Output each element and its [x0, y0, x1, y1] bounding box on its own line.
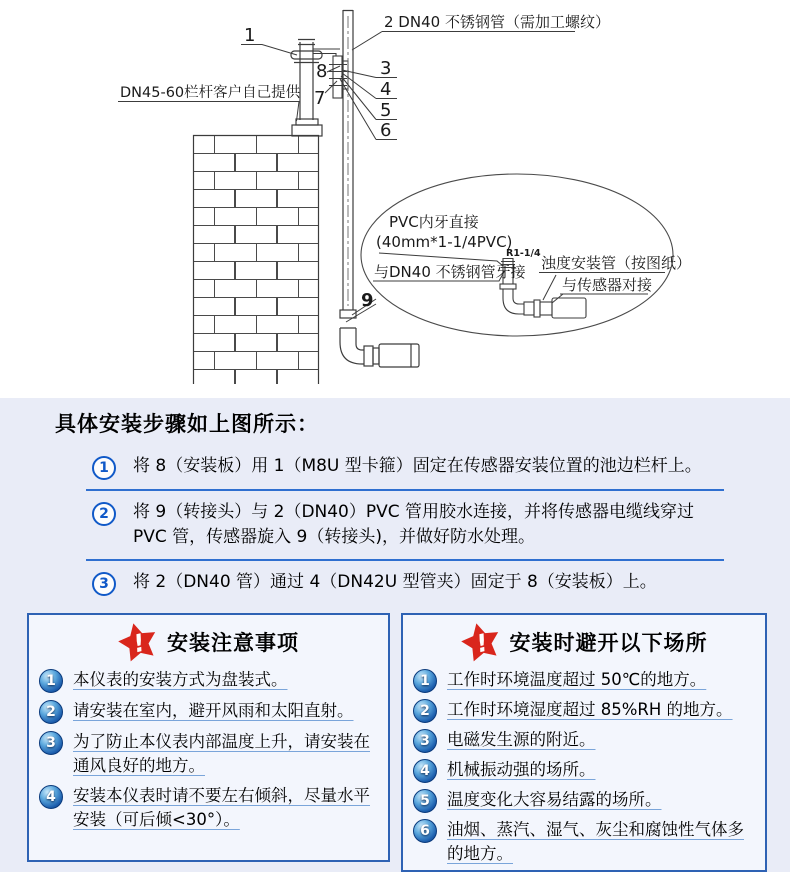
item-number-sphere: 2	[39, 700, 63, 724]
warning-boxes-row	[27, 613, 790, 872]
installation-diagram	[0, 0, 790, 398]
avoid-item-2	[403, 698, 765, 723]
railing-label: DN45-60栏杆客户自己提供	[120, 85, 301, 101]
item-number-sphere: 5	[413, 789, 437, 813]
item-number-sphere: 3	[413, 729, 437, 753]
avoid-item-text: 电磁发生源的附近。	[447, 730, 596, 749]
avoid-item-text: 机械振动强的场所。	[447, 760, 596, 779]
step-divider	[86, 559, 724, 561]
notice-item-text: 请安装在室内，避开风雨和太阳直射。	[73, 701, 354, 720]
callout-5: 5	[380, 100, 392, 121]
callout-8: 8	[316, 61, 328, 82]
notice-item-1	[29, 668, 388, 693]
step-number-badge: 1	[92, 456, 116, 480]
installation-diagram-section	[0, 0, 790, 398]
brick-wall	[193, 135, 319, 384]
step-text: 将 8（安装板）用 1（M8U 型卡箍）固定在传感器安装位置的池边栏杆上。	[133, 456, 702, 476]
svg-text:!: !	[472, 628, 491, 659]
callout-1: 1	[244, 25, 256, 46]
item-number-sphere: 1	[413, 669, 437, 693]
item-number-sphere: 2	[413, 699, 437, 723]
callout-6: 6	[380, 120, 392, 141]
detail-right-text-1: 浊度安装管（按图纸）	[541, 254, 692, 272]
notice-box-title: 安装注意事项	[167, 631, 299, 655]
avoid-box-title: 安装时避开以下场所	[509, 631, 708, 655]
notice-box-header	[29, 615, 388, 668]
step-row-3	[92, 570, 724, 596]
alert-star-icon	[114, 617, 163, 667]
avoid-item-1	[403, 668, 765, 693]
avoid-item-5	[403, 788, 765, 813]
instructions-band	[0, 398, 790, 872]
step-number-badge: 2	[92, 502, 116, 526]
notice-item-2	[29, 699, 388, 724]
avoid-item-text: 工作时环境温度超过 50℃的地方。	[447, 670, 707, 689]
thread-size-label: R1-1/4	[506, 248, 541, 259]
step-row-1	[92, 454, 724, 480]
detail-right-text-2: 与传感器对接	[562, 276, 653, 294]
step-row-2	[92, 500, 724, 550]
detail-text-1: PVC内牙直接	[389, 213, 479, 231]
avoid-item-4	[403, 758, 765, 783]
item-number-sphere: 3	[39, 731, 63, 755]
steel-pipe	[340, 10, 356, 318]
item-number-sphere: 4	[39, 785, 63, 809]
detail-text-2: (40mm*1-1/4PVC)	[376, 233, 513, 251]
callout-9: 9	[361, 290, 374, 311]
notice-item-text: 安装本仪表时请不要左右倾斜，尽量水平安装（可后倾<30°）。	[73, 786, 370, 829]
callout-4: 4	[380, 79, 392, 100]
avoid-box-header	[403, 615, 765, 668]
avoid-item-6	[403, 818, 765, 866]
pipe-label: 2 DN40 不锈钢管（需加工螺纹）	[384, 13, 610, 31]
step-text: 将 2（DN40 管）通过 4（DN42U 型管夹）固定于 8（安装板）上。	[133, 572, 657, 592]
step-divider	[86, 489, 724, 491]
avoid-locations-box	[401, 613, 767, 872]
steps-heading: 具体安装步骤如上图所示：	[55, 412, 319, 436]
notice-item-text: 为了防止本仪表内部温度上升，请安装在通风良好的地方。	[73, 732, 370, 775]
avoid-item-3	[403, 728, 765, 753]
svg-text:!: !	[130, 628, 148, 659]
step-text: 将 9（转接头）与 2（DN40）PVC 管用胶水连接，并将传感器电缆线穿过 PVC 管，传感器旋入 9（转接头)，并做好防水处理。	[133, 502, 695, 547]
detail-text-3: 与DN40 不锈钢管牙接	[374, 263, 526, 281]
installation-notice-box	[27, 613, 390, 862]
item-number-sphere: 4	[413, 759, 437, 783]
alert-star-icon	[456, 617, 505, 667]
callout-7: 7	[314, 88, 326, 109]
notice-item-text: 本仪表的安装方式为盘装式。	[73, 670, 288, 689]
notice-item-3	[29, 730, 388, 778]
notice-item-4	[29, 784, 388, 832]
avoid-item-text: 工作时环境湿度超过 85%RH 的地方。	[447, 700, 733, 719]
step-number-badge: 3	[92, 572, 116, 596]
avoid-item-text: 油烟、蒸汽、湿气、灰尘和腐蚀性气体多的地方。	[447, 820, 744, 863]
callout-3: 3	[380, 58, 392, 79]
avoid-item-text: 温度变化大容易结露的场所。	[447, 790, 662, 809]
item-number-sphere: 6	[413, 819, 437, 843]
elbow-and-sensor	[340, 328, 419, 367]
item-number-sphere: 1	[39, 669, 63, 693]
